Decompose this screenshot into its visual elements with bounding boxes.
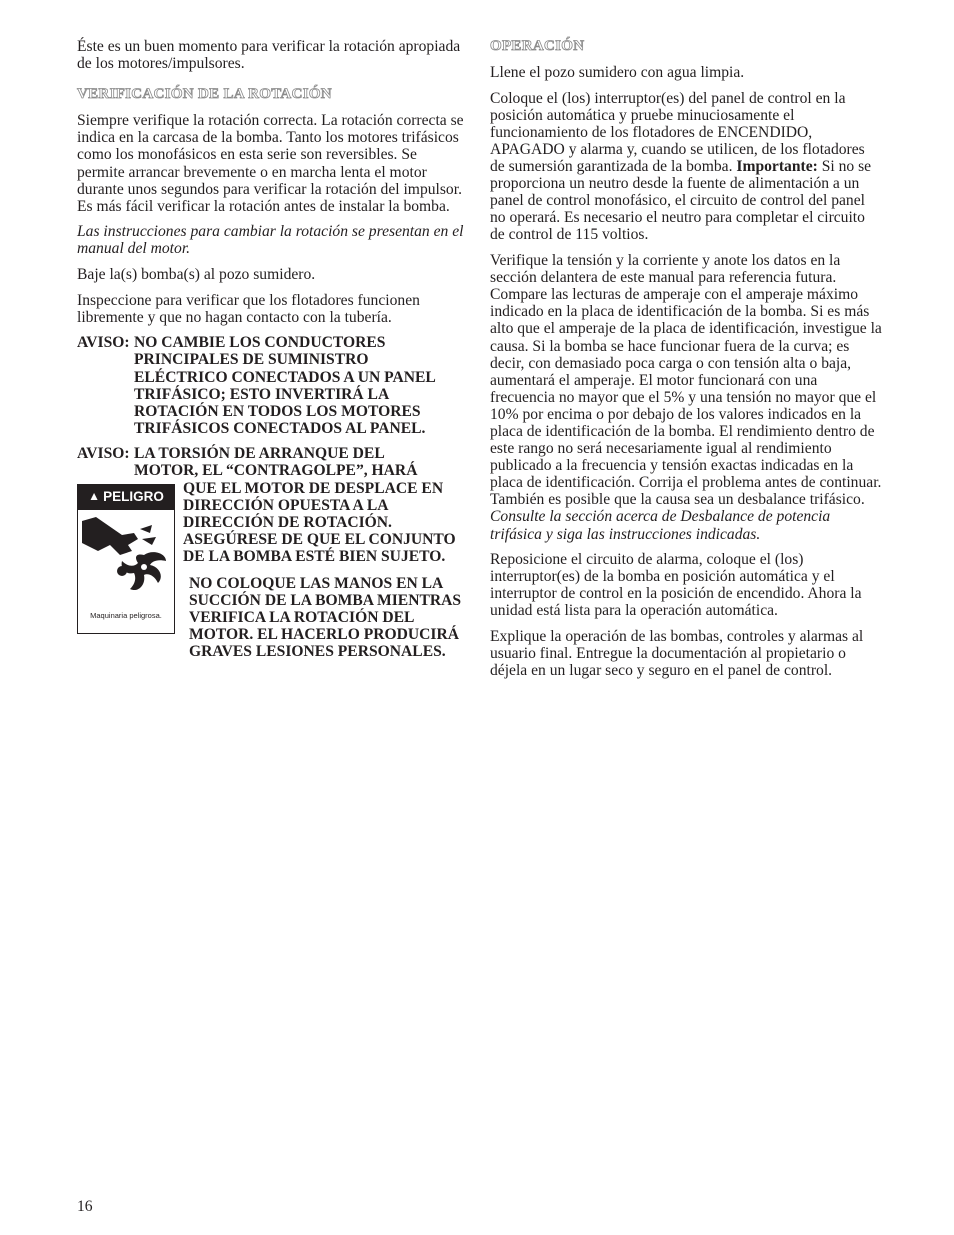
control-switch-paragraph	[490, 90, 882, 244]
notice-conductors	[77, 334, 465, 437]
voltage-current-text: Verifique la tensión y la corriente y anote los datos en la sección delantera de este manual para referencia futura. Compare las lecturas de amperaje con el amperaje máximo indicado en la placa de identificación de la bomba. Si es más alto que el amperaje de la placa de identificación, investigue la causa. Si la bomba se hace funcionar fuera de la curva; es decir, con demasiado poca carga o con tensión alta o baja, aumentará el amperaje. El motor funcionará con una frecuencia no mayor que el 5% y una tensión no mayor que el 10% por encima o por debajo de los valores indicados en la placa de identificación de la bomba. El rendimiento dentro de este rango no será necesariamente igual al rendimiento publicado a la frecuencia y tensión exactas indicadas en la placa de identificación. Corrija el problema antes de continuar. También es posible que la causa sea un desbalance trifásico.	[490, 252, 882, 509]
control-switch-text: Coloque el (los) interruptor(es) del panel de control en la posición automática y pruebe minuciosamente el funcionamiento de los flotadores de ENCENDIDO, APAGADO y alarma y, cuando se utilicen, de los flotadores de sumersión garantizada de la bomba.	[490, 89, 865, 176]
inspect-floats-paragraph: Inspeccione para verificar que los flotadores funcionen libremente y que no hagan contacto con la tubería.	[77, 291, 420, 326]
explain-operation-paragraph: Explique la operación de las bombas, controles y alarmas al usuario final. Entregue la documentación al propietario o déjela en un lugar seco y seguro en el panel de control.	[490, 628, 864, 680]
notice-label: AVISO:	[77, 445, 130, 463]
rotation-paragraph: Siempre verifique la rotación correcta. La rotación correcta se indica en la carcasa de la bomba. Tanto los motores trifásicos como los monofásicos en esta serie son reversibles. Se permite arrancar brevemente o en marcha lenta el motor durante unos segundos para verificar la rotación del impulsor. Es más fácil verificar la rotación antes de instalar la bomba.	[77, 112, 464, 215]
left-column	[77, 38, 465, 661]
imbalance-reference: Consulte la sección acerca de Desbalance de potencia trifásica y siga las instrucciones indicadas.	[490, 508, 831, 543]
danger-section	[77, 480, 465, 661]
danger-label-box	[77, 484, 175, 634]
notice-torque-line1: LA TORSIÓN DE ARRANQUE DEL	[134, 445, 385, 463]
notice-torque	[77, 445, 465, 479]
rotation-heading: VERIFICACIÓN DE LA ROTACIÓN	[77, 86, 332, 103]
fill-sump-paragraph: Llene el pozo sumidero con agua limpia.	[490, 64, 745, 82]
reset-alarm-paragraph: Reposicione el circuito de alarma, coloque el (los) interruptor(es) de la bomba en posición automática y el interruptor de control en la posición de encendido. Ahora la unidad está lista para la operación automática.	[490, 551, 862, 620]
danger-caption: Maquinaria peligrosa.	[90, 611, 162, 621]
hands-warning: NO COLOQUE LAS MANOS EN LA SUCCIÓN DE LA BOMBA MIENTRAS VERIFICA LA ROTACIÓN DEL MOTOR. EL HACERLO PRODUCIRÁ GRAVES LESIONES PERSONALES.	[189, 575, 462, 661]
right-column	[490, 38, 882, 688]
voltage-current-paragraph	[490, 252, 882, 543]
motor-manual-note: Las instrucciones para cambiar la rotación se presentan en el manual del motor.	[77, 223, 464, 258]
notice-text: NO CAMBIE LOS CONDUCTORES PRINCIPALES DE SUMINISTRO ELÉCTRICO CONECTADOS A UN PANEL TRIFÁSICO; ESTO INVERTIRÁ LA ROTACIÓN EN TODOS LOS MOTORES TRIFÁSICOS CONECTADOS AL PANEL.	[134, 334, 435, 437]
warning-triangle-icon: ▲	[88, 489, 101, 504]
danger-label-text: PELIGRO	[103, 489, 164, 505]
important-label: Importante:	[736, 158, 818, 176]
operation-heading: OPERACIÓN	[490, 38, 585, 54]
neutral-note: Si no se proporciona un neutro desde la fuente de alimentación a un panel de control monofásico, el circuito de control del panel no operará. Es necesario el neutro para completar el circuito de control de 115 voltios.	[490, 158, 872, 244]
hand-impeller-hazard-icon	[82, 515, 172, 605]
intro-paragraph: Éste es un buen momento para verificar la rotación apropiada de los motores/impulsores.	[77, 38, 461, 73]
notice-torque-line2: MOTOR, EL “CONTRAGOLPE”, HARÁ	[134, 462, 418, 480]
lower-pump-paragraph: Baje la(s) bomba(s) al pozo sumidero.	[77, 266, 316, 284]
notice-torque-rest: QUE EL MOTOR DE DESPLACE EN DIRECCIÓN OPUESTA A LA DIRECCIÓN DE ROTACIÓN. ASEGÚRESE DE QUE EL CONJUNTO DE LA BOMBA ESTÉ BIEN SUJETO.	[183, 479, 456, 565]
danger-header	[78, 485, 174, 510]
page-number: 16	[77, 1198, 93, 1215]
notice-label: AVISO:	[77, 334, 130, 352]
